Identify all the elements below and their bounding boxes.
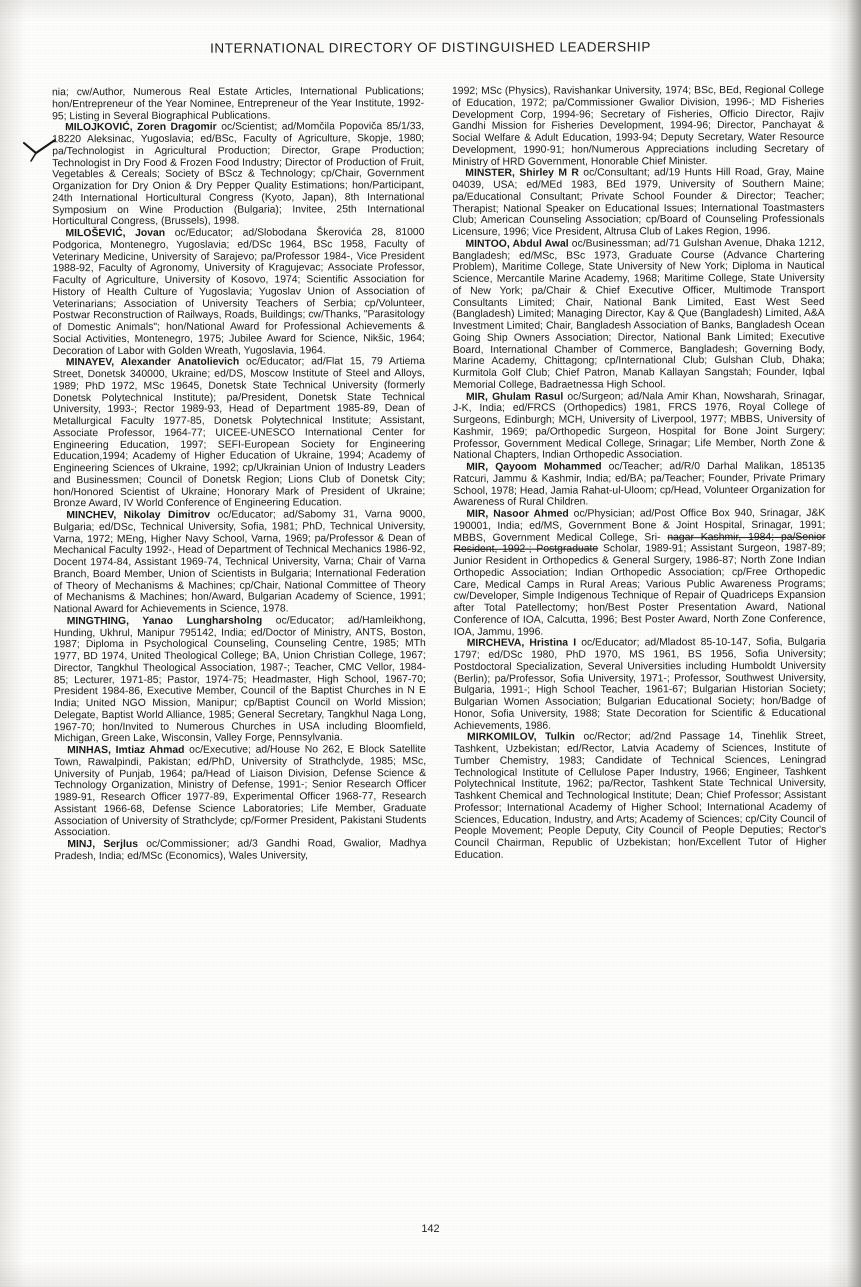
entry-body: oc/Commissioner; ad/3 Gandhi Road, Gwalior, Madhya Pradesh, India; ed/MSc (Economics), Wales University, [54,838,427,862]
entry-name: MIRCHEVA, Hristina I [466,637,577,650]
entry-body: oc/Educator; ad/Mladost 85-10-147, Sofia, Bulgaria 1797; ed/DSc 1980, PhD 1970, MS 1961, BS 1956, Sofia University; Postdoctoral Specialization, Several Universities including Humboldt University (Berlin); pa/Professor, Sofia University, 1971-; Professor, Southwest University, Bulgaria, 1991-; High School Teacher, 1961-67; Bulgarian Historian Society; Bulgarian Women Association; Bulgarian Educational Society; hon/Badge of Honor, Sofia University, 1988; State Decoration for Scientific & Educational Achievements, 1986. [453,637,826,732]
entry-name: MINTOO, Abdul Awal [465,238,569,250]
entry-body: oc/Executive; ad/House No 262, E Block Satellite Town, Rawalpindi, Pakistan; ed/PhD, University of Strathclyde, 1985; MSc, University of Punjab, 1964; pa/Head of Liaison Division, Defense Science & Technology Organization, Ministry of Defense, 1991-; Senior Research Officer 1989-91, Research Officer 1977-89, Experimental Officer 1968-77, Research Assistant 1966-68, Defense Science Laboratories; Life Member, Graduate Association of University of Strathclyde; cp/Former President, Pakistani Students Association. [54,744,427,839]
directory-entry [453,461,825,509]
entry-name: MINGTHING, Yanao Lungharsholng [66,615,263,627]
entry-body: Scholar, 1989-91; Assistant Surgeon, 1987-89; Junior Resident in Orthopedics & General Surgery, 1986-87; North Zone Indian Orthopedic Association; Indian Orthopedic Association; cp/Free Orthopedic Care, Medical Camps in Rural Areas; Various Public Awareness Programs; cw/Developer, Simple Indigenous Technique of Repair of Quadriceps Expansion after Total Patellectomy; hon/Best Poster Presentation Award, National Conference of IOA, Calcutta, 1996; Best Poster Award, North Zone Conference, IOA, Jammu, 1996. [453,543,826,638]
entry-body-struck: nagar Kashmir, 1984; pa/Senior Resident, 1992-; Postgraduate [453,531,826,556]
entry-body: oc/Educator; ad/Flat 15, 79 Artiema Street, Donetsk 340000, Ukraine; ed/DS, Moscow Institute of Steel and Alloys, 1989; PhD 1972, MSc 19645, Donetsk State Technical University (formerly Donetsk Polytechnical Institute); pa/President, Donetsk State Technical University, 1993-; Rector 1989-93, Head of Department 1985-89, Dean of Metallurgical Faculty 1977-85, Donetsk Polytechnical Institute; Assistant, Associate Professor, 1964-77; UICEE-UNESCO International Center for Engineering Education, 1997; SEFI-European Society for Engineering Education,1994; Academy of Higher Education of Ukraine, 1994; Academy of Engineering Sciences of Ukraine, 1992; cp/Ukrainian Union of Industry Leaders and Businessmen; Council of Donetsk Region; Lions Club of Donetsk City; hon/Honored Scientist of Ukraine; Honorary Mark of President of Ukraine; Bronze Award, IV World Conference of Engineering Education. [52,356,426,510]
entry-body: oc/Scientist; ad/Momčila Popoviča 85/1/33, 18220 Aleksinac, Yugoslavia; ed/BSc, Faculty of Agriculture, Skopje, 1980; pa/Technologist in Agricultural Production; Director, Grape Production; Technologist in Dry Food & Frozen Food Industry; Director of Production of Fruit, Vegetables & Cereals; Society of BScz & Technology; cp/Chair, Government Organization for Dry Onion & Dry Pepper Quality Estimations; hon/Participant, 24th International Horticultural Congress (Kyoto, Japan), 8th International Symposium on Wine Production (Bulgaria); Invitee, 25th International Horticultural Congress, (Brussels), 1998. [52,121,425,228]
left-column [52,86,427,1197]
entry-name: MINCHEV, Nikolay Dimitrov [66,509,211,522]
entry-name: MIR, Nasoor Ahmed [466,508,569,520]
entry-body: oc/Consultant; ad/19 Hunts Hill Road, Gray, Maine 04039, USA; ed/MEd 1983, BEd 1979, University of Southern Maine; pa/Educational Consultant; Private School Founder & Director; Teacher; Therapist; National Speaker on Educational Issues; International Toastmasters Club; American Counseling Association; cp/Board of Counseling Professionals Licensure, 1996; Vice President, Altrusa Club of Lakes Region, 1996. [452,167,825,238]
entry-body: oc/Surgeon; ad/Nala Amir Khan, Nowsharah, Srinagar, J-K, India; ed/FRCS (Orthopedics) 1981, FRCS 1976, Royal College of Surgeons, Edinburgh; MCH, University of Liverpool, 1977; MBBS, University of Kashmir, 1969; pa/Orthopedic Surgeon, Hospital for Bone Joint Surgery; Professor, Government Medical College, Srinagar; Life Member, North Zone & National Chapters, Indian Orthopedic Association. [452,390,826,462]
entry-body: oc/Educator; ad/Slobodana Škerovića 28, 81000 Podgorica, Montenegro, Yugoslavia; ed/DSc 1964, BSc 1958, Faculty of Veterinary Medicine, University of Sarajevo; pa/Professor 1984-, Vice President 1988-92, Faculty of Agronomy, University of Kragujevac; Associate Professor, Faculty of Agriculture, University of Kosovo, 1974; Scientific Association for History of Health Culture of Yugoslavia; Yugoslav Union of Association of Veterinarians; Association of University Teachers of Serbia; cp/Volunteer, Postwar Reconstruction of Railways, Roads, Buildings; cw/Thanks, "Parasitology of Domestic Animals"; hon/National Award for Professional Achievements & Social Activities, Montenegro, 1975; Jubilee Award for Science, Nikšic, 1964; Decoration of Labor with Golden Wreath, Yugoslavia, 1964. [52,227,425,357]
check-mark-icon [22,137,56,163]
entry-body: oc/Rector; ad/2nd Passage 14, Tinehlik Street, Tashkent, Uzbekistan; ed/Rector, Latvia Academy of Sciences, Institute of Tumber Chemistry, 1983; Candidate of Technical Sciences, Leningrad Technological Institute of Cellulose Paper Industry, 1966; Engineer, Tashkent Polytechnical Institute, 1962; pa/Rector, Tashkent State Technical University, Tashkent Chemical and Technological Institute; Dean; Chief Professor; Assistant Professor; International Academy of Higher School; International Academy of Sciences, Education, Industry, and Arts; Academy of Sciences; cp/City Council of People Movement; People Deputy, City Council of People Deputies; Rector's Council Chairman, Republic of Uzbekistan; hon/Excellent Tutor of Higher Education. [454,731,827,861]
entry-body: oc/Educator; ad/Hamleikhong, Hunding, Ukhrul, Manipur 795142, India; ed/Doctor of Ministry, ANTS, Boston, 1987; Diploma in Psychological Counseling, Counseling Centre, 1985; MTh 1977, BD 1974, United Theological College; BA, Union Christian College, 1967; Director, Tangkhul Theological Association, 1987-; Teacher, CMC Vellor, 1984-85; Lecturer, 1971-85; Pastor, 1974-75; Headmaster, High School, 1967-70; President 1984-86, Executive Member, Council of the Baptist Churches in N E India; United NGO Mission, Manipur; cp/Baptist Council on World Mission; Delegate, Baptist World Alliance, 1985; General Secretary, Tangkhul Naga Long, 1967-70; hon/Invited to Numerous Churches in USA including Bloomfield, Michigan, Green Lake, Wisconsin, Valley Forge, Pennsylvania. [53,614,427,745]
directory-entry [53,356,425,510]
directory-entry [454,637,826,732]
directory-entry [52,227,424,357]
entry-name: MIRKOMILOV, Tulkin [467,731,575,744]
scan-edge-shadow [847,0,861,1287]
directory-entry [52,121,424,228]
running-head: INTERNATIONAL DIRECTORY OF DISTINGUISHED LEADERSHIP [210,39,651,56]
continued-entry: 1992; MSc (Physics), Ravishankar University, 1974; BSc, BEd, Regional College of Education, 1972; pa/Commissioner Gwalior Division, 1996-; MD Fisheries Development Corp, 1994-96; Secretary of Fisheries, Officio Director, Rajiv Gandhi Mission for Fisheries Development, 1994-96; Director, Panchayat & Social Welfare & Adult Education, 1993-94; Deputy Secretary, Water Resource Development, 1990-91; hon/Numerous Appreciations including Secretary of Ministry of HRD Government, Honorable Chief Minister. [451,84,825,168]
two-column-body [52,85,827,1197]
directory-entry [54,744,426,839]
entry-body: oc/Teacher; ad/R/0 Darhal Malikan, 185135 Ratcuri, Jammu & Kashmir, India; ed/BA; pa/Teacher; Founder, Private Primary School, 1978; Head, Jamia Rahat-ul-Uloom; cp/Head, Volunteer Organization for Awareness of Rural Children. [453,460,826,509]
entry-name: MILOJKOVIĆ, Zoren Dragomir [65,121,217,134]
right-column [452,85,827,1196]
entry-body: oc/Educator; ad/Sabomy 31, Varna 9000, Bulgaria; ed/DSc, Technical University, Sofia, 1981; PhD, Technical University, Varna, 1972; MEng, Higher Navy School, Varna, 1969; pa/Professor & Dean of Mechanical Faculty 1992-, Head of Department of Technical Mechanics 1986-92, Docent 1974-84, Assistant 1969-74, Technical University, Varna; Chair of Varna Branch, Board Member, Union of Scientists in Bulgaria; International Federation of Theory of Mechanisms & Machines; cp/Chair, National Committee of Theory of Mechanisms & Machines; hon/Award, Bulgarian Academy of Science, 1991; National Award for Achievements in Science, 1978. [53,509,426,616]
entry-body: oc/Physician; ad/Post Office Box 940, Srinagar, J&K 190001, India; ed/MS, Government Bone & Joint Hospital, Srinagar, 1991; MBBS, Government Medical College, Sri- [453,507,826,544]
entry-name: MINSTER, Shirley M R [465,167,579,180]
entry-name: MIR, Ghulam Rasul [465,391,564,403]
directory-entry [453,390,825,462]
entry-name: MILOŠEVIĆ, Jovan [65,227,166,240]
directory-entry [54,615,426,745]
continued-entry: nia; cw/Author, Numerous Real Estate Articles, International Publications; hon/Entrepreneur of the Year Nominee, Entrepreneur of the Year Institute, 1992-95; Listing in Several Biographical Publications. [52,86,425,122]
directory-entry [54,838,426,863]
directory-entry [452,238,824,392]
directory-entry [454,731,826,861]
entry-name: MINJ, Serjlus [67,838,138,851]
entry-body: oc/Businessman; ad/71 Gulshan Avenue, Dhaka 1212, Bangladesh; ed/MSc, BSc 1973, Graduate Course (Advance Chartering Problem), Maritime College, State University of New York; Diploma in Nautical Science, Mercantile Marine Academy, 1968; Maritime College, State University of New York; pa/Chair & Chief Executive Officer, Multimode Transport Consultants Limited; Chair, National Bank Limited, East West Seed (Bangladesh) Limited; Managing Director, Kay & Que (Bangladesh) Limited, A&A Investment Limited; Chair, Bangladesh Association of Banks, Bangladesh Ocean Going Ship Owners Association; Director, National Bank Limited; Executive Board, International Chamber of Commerce, Bangladesh; Governing Body, Marine Academy, Chittagong; cp/International Club; Gulshan Club, Dhaka; Kurmitola Golf Club; Chief Patron, Manab Kallayan Sangstah; Founder, Iqbal Memorial College, Badraetnessa High School. [452,237,825,391]
directory-entry [53,509,425,616]
directory-entry [452,167,824,239]
entry-name: MIR, Qayoom Mohammed [466,461,602,473]
entry-name: MINHAS, Imtiaz Ahmad [67,744,185,757]
entry-name: MINAYEV, Alexander Anatolievich [65,356,240,369]
directory-entry [453,508,825,638]
page-number: 142 [421,1223,440,1235]
